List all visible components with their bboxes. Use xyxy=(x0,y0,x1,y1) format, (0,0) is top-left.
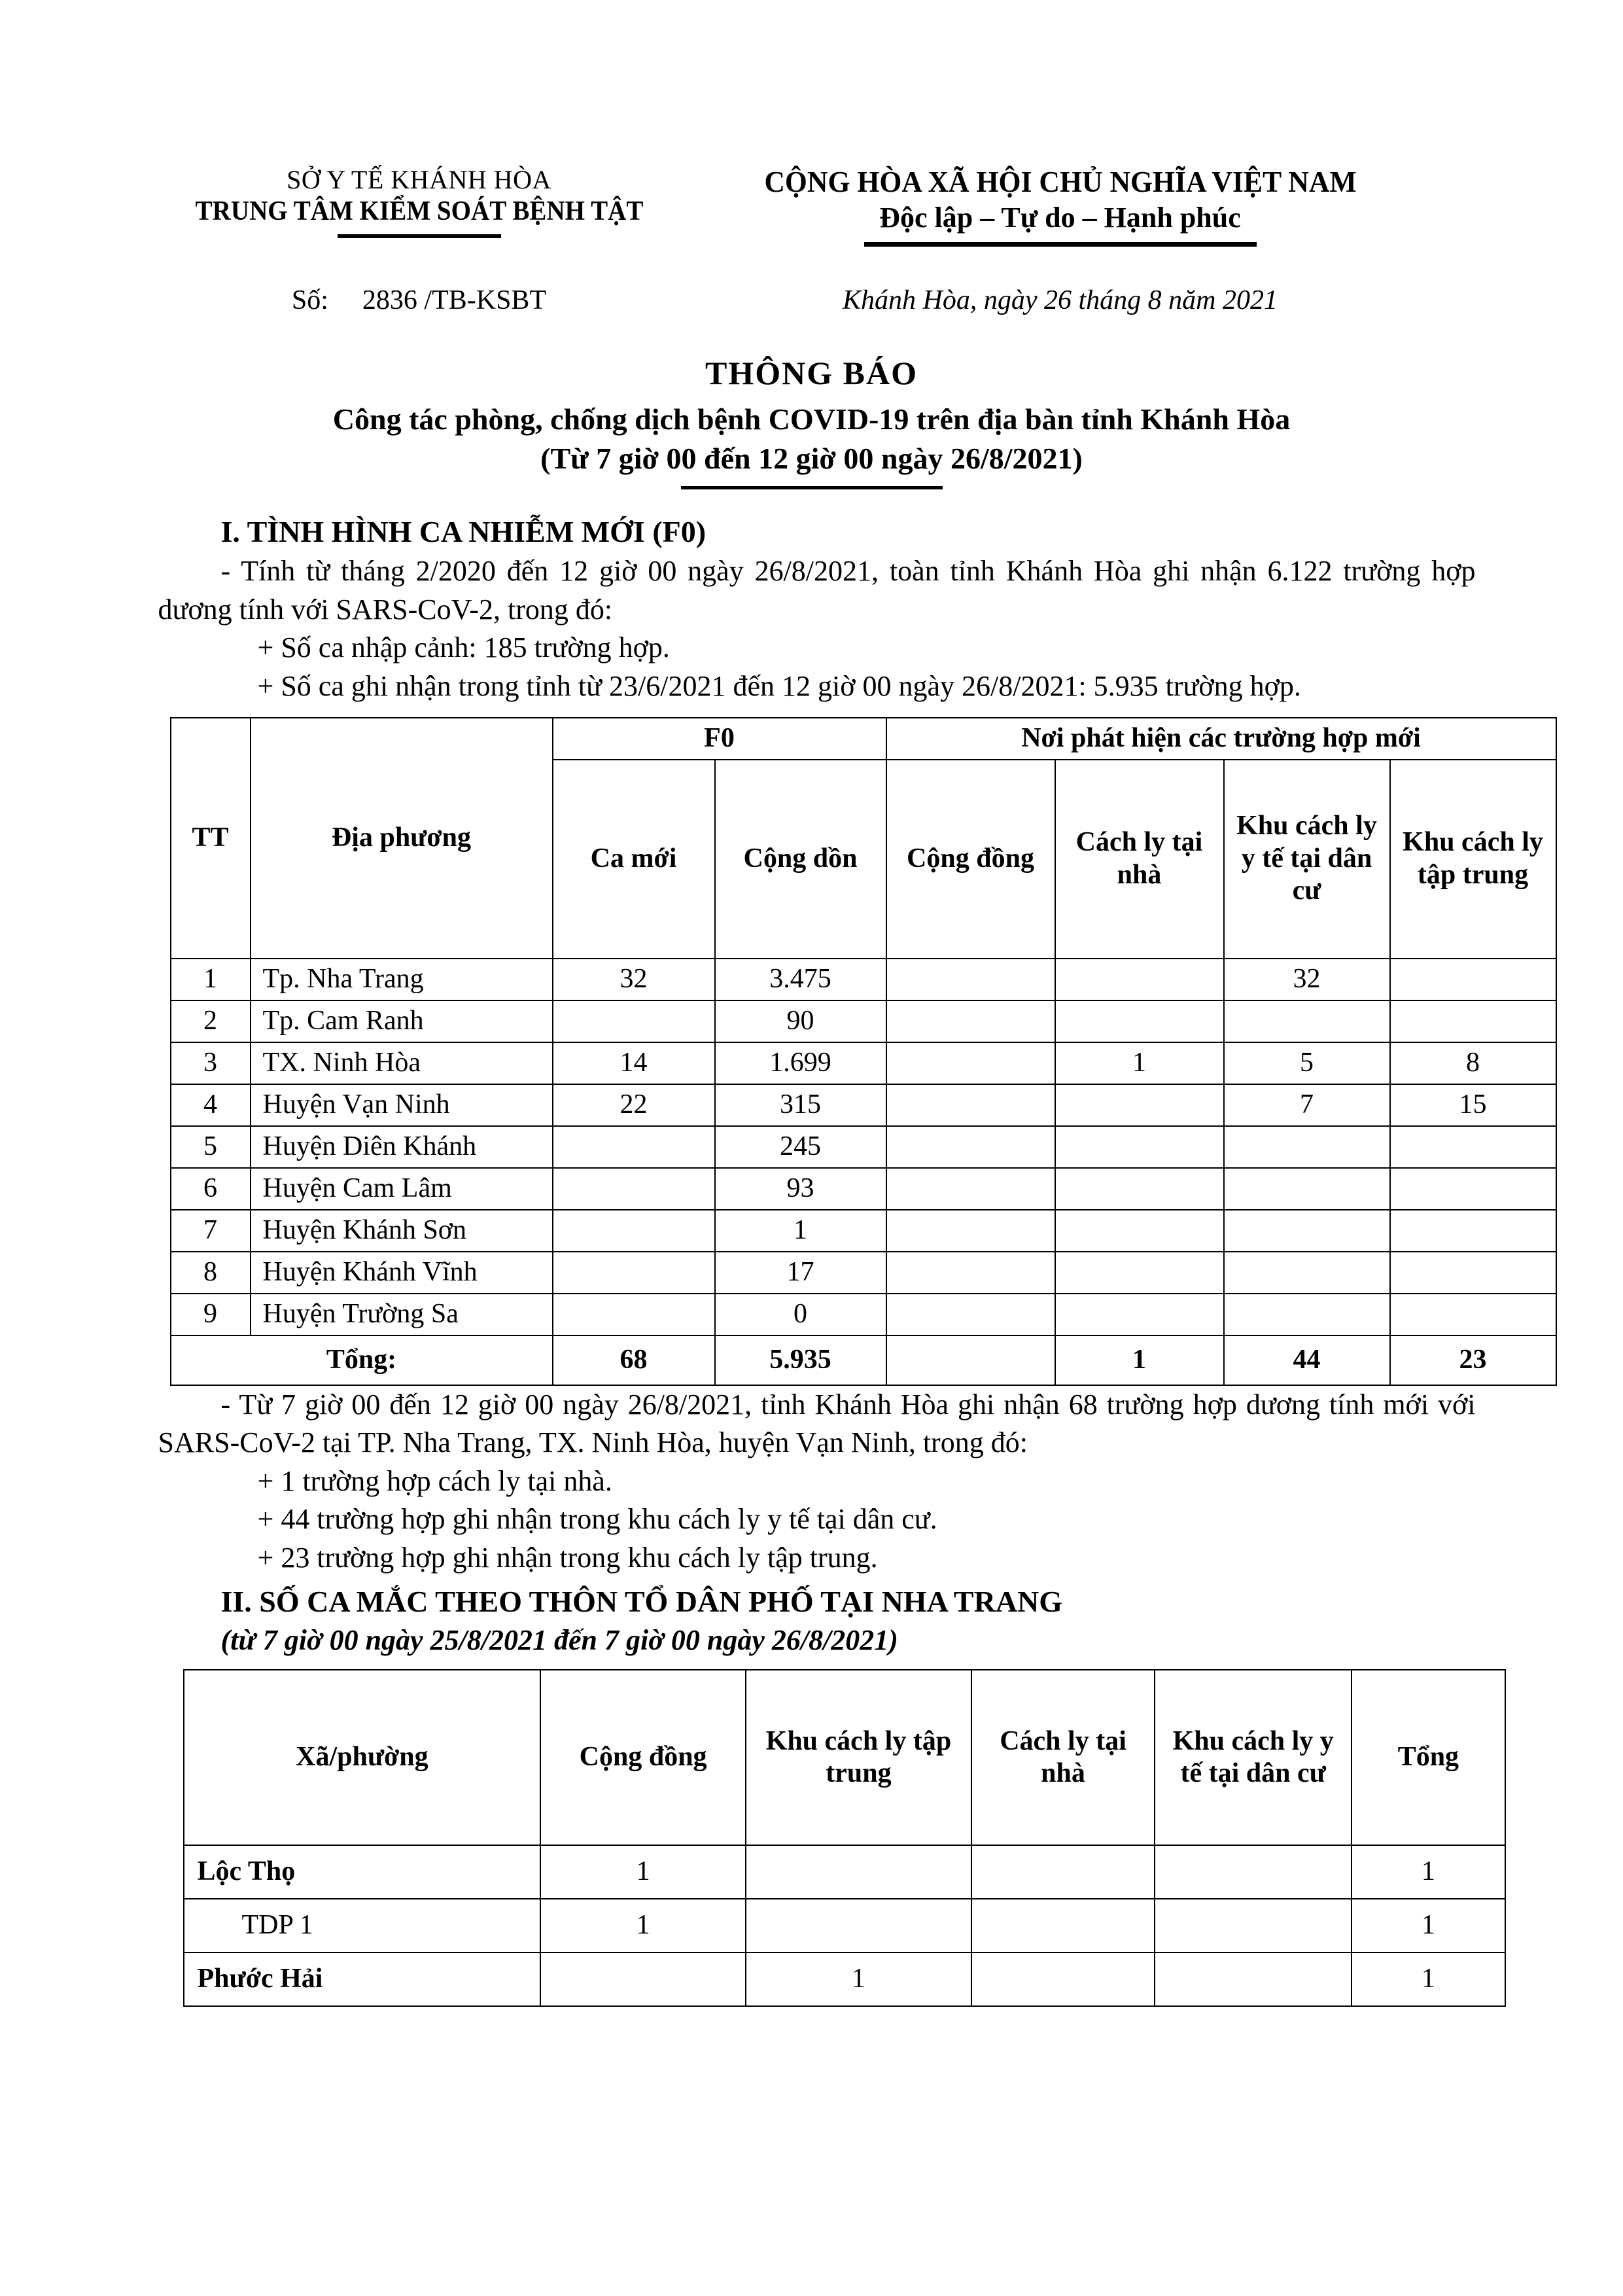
cell-place: Huyện Vạn Ninh xyxy=(251,1084,553,1126)
col-header-ward-home-quarantine: Cách ly tại nhà xyxy=(971,1670,1155,1845)
cell-home xyxy=(1055,959,1224,1000)
cell-ward-home xyxy=(971,1952,1155,2006)
cell-place: Huyện Trường Sa xyxy=(251,1294,553,1335)
cell-ward-total: 1 xyxy=(1352,1899,1505,1952)
cell-cumulative: 1.699 xyxy=(715,1042,886,1084)
ward-table-header-row xyxy=(184,1670,1505,1845)
table-header-row-top xyxy=(171,718,1556,760)
cell-community xyxy=(886,1000,1055,1042)
col-header-tt: TT xyxy=(171,718,251,959)
cell-new xyxy=(553,1294,715,1335)
cell-ward-community xyxy=(540,1952,746,2006)
cell-ward-central-zone xyxy=(746,1899,971,1952)
center-name: TRUNG TÂM KIỂM SOÁT BỆNH TẬT xyxy=(195,196,643,226)
cell-central-zone xyxy=(1390,1252,1556,1294)
cell-community xyxy=(886,1252,1055,1294)
letterhead xyxy=(171,0,1453,247)
cell-tt: 7 xyxy=(171,1210,251,1252)
page-title: THÔNG BÁO xyxy=(705,354,918,391)
table-row xyxy=(171,959,1556,1000)
cell-ward-name: Phước Hải xyxy=(184,1952,541,2006)
cell-ward-name: Lộc Thọ xyxy=(184,1845,541,1899)
ward-table-body xyxy=(184,1845,1505,2006)
place-and-date: Khánh Hòa, ngày 26 tháng 8 năm 2021 xyxy=(843,285,1278,315)
cell-ward-total: 1 xyxy=(1352,1845,1505,1899)
cell-total-medical-zone: 44 xyxy=(1224,1335,1390,1385)
cell-total-community xyxy=(886,1335,1055,1385)
cell-cumulative: 90 xyxy=(715,1000,886,1042)
col-header-new-cases: Ca mới xyxy=(553,760,715,959)
cell-ward-medical-zone xyxy=(1155,1899,1352,1952)
cell-medical-zone xyxy=(1224,1000,1390,1042)
col-header-ward-total: Tổng xyxy=(1352,1670,1505,1845)
col-header-home-quarantine: Cách ly tại nhà xyxy=(1055,760,1224,959)
col-header-place: Địa phương xyxy=(251,718,553,959)
cell-central-zone: 15 xyxy=(1390,1084,1556,1126)
ward-cases-table xyxy=(183,1669,1506,2007)
cell-central-zone xyxy=(1390,1126,1556,1168)
cell-new: 22 xyxy=(553,1084,715,1126)
cell-ward-home xyxy=(971,1845,1155,1899)
cell-tt: 8 xyxy=(171,1252,251,1294)
table-row xyxy=(171,1042,1556,1084)
cell-ward-home xyxy=(971,1899,1155,1952)
cell-ward-medical-zone xyxy=(1155,1952,1352,2006)
cell-medical-zone: 32 xyxy=(1224,959,1390,1000)
cell-ward-name: TDP 1 xyxy=(184,1899,541,1952)
table-row xyxy=(184,1845,1505,1899)
col-header-ward-medical-zone: Khu cách ly y tế tại dân cư xyxy=(1155,1670,1352,1845)
cell-ward-central-zone: 1 xyxy=(746,1952,971,2006)
cell-cumulative: 245 xyxy=(715,1126,886,1168)
table-row xyxy=(171,1168,1556,1210)
cell-central-zone xyxy=(1390,1294,1556,1335)
cell-home: 1 xyxy=(1055,1042,1224,1084)
cell-tt: 4 xyxy=(171,1084,251,1126)
col-header-medical-zone: Khu cách ly y tế tại dân cư xyxy=(1224,760,1390,959)
cell-tt: 1 xyxy=(171,959,251,1000)
table-total-row xyxy=(171,1335,1556,1385)
cell-central-zone: 8 xyxy=(1390,1042,1556,1084)
cell-place: Huyện Khánh Vĩnh xyxy=(251,1252,553,1294)
document-title-block xyxy=(0,353,1623,489)
cell-central-zone xyxy=(1390,1000,1556,1042)
cell-tt: 6 xyxy=(171,1168,251,1210)
cell-place: Huyện Diên Khánh xyxy=(251,1126,553,1168)
document-number xyxy=(171,285,668,316)
cell-home xyxy=(1055,1210,1224,1252)
cell-cumulative: 93 xyxy=(715,1168,886,1210)
table-row xyxy=(171,1084,1556,1126)
cell-place: Huyện Cam Lâm xyxy=(251,1168,553,1210)
cell-place: TX. Ninh Hòa xyxy=(251,1042,553,1084)
cell-ward-central-zone xyxy=(746,1845,971,1899)
document-meta-row xyxy=(171,247,1453,316)
col-header-ward: Xã/phường xyxy=(184,1670,541,1845)
department-name: SỞ Y TẾ KHÁNH HÒA xyxy=(287,165,551,194)
cell-place: Tp. Nha Trang xyxy=(251,959,553,1000)
cell-medical-zone xyxy=(1224,1126,1390,1168)
title-period: (Từ 7 giờ 00 đến 12 giờ 00 ngày 26/8/2021) xyxy=(540,442,1083,476)
cell-total-cumulative: 5.935 xyxy=(715,1335,886,1385)
section-1-heading: I. TÌNH HÌNH CA NHIỄM MỚI (F0) xyxy=(220,514,707,548)
cell-ward-medical-zone xyxy=(1155,1845,1352,1899)
title-subject: Công tác phòng, chống dịch bệnh COVID-19 trên địa bàn tỉnh Khánh Hòa xyxy=(332,402,1291,436)
cell-new xyxy=(553,1210,715,1252)
cell-tt: 9 xyxy=(171,1294,251,1335)
national-motto: Độc lập – Tự do – Hạnh phúc xyxy=(879,201,1241,234)
f0-table-body xyxy=(171,959,1556,1385)
cell-total-new: 68 xyxy=(553,1335,715,1385)
table-row xyxy=(184,1899,1505,1952)
letterhead-divider-left xyxy=(338,234,501,238)
cell-medical-zone xyxy=(1224,1294,1390,1335)
cell-ward-community: 1 xyxy=(540,1845,746,1899)
document-body xyxy=(148,512,1543,2007)
table-row xyxy=(171,1000,1556,1042)
cell-total-label: Tổng: xyxy=(171,1335,553,1385)
cell-place: Huyện Khánh Sơn xyxy=(251,1210,553,1252)
cell-home xyxy=(1055,1252,1224,1294)
cell-new xyxy=(553,1168,715,1210)
cell-new: 32 xyxy=(553,959,715,1000)
country-name: CỘNG HÒA XÃ HỘI CHỦ NGHĨA VIỆT NAM xyxy=(763,165,1357,198)
national-heading xyxy=(668,165,1453,247)
document-number-value: 2836 /TB-KSBT xyxy=(362,285,547,315)
cell-central-zone xyxy=(1390,1210,1556,1252)
cell-medical-zone: 5 xyxy=(1224,1042,1390,1084)
table-row xyxy=(171,1126,1556,1168)
cell-community xyxy=(886,1084,1055,1126)
cell-place: Tp. Cam Ranh xyxy=(251,1000,553,1042)
cell-cumulative: 0 xyxy=(715,1294,886,1335)
cell-new xyxy=(553,1252,715,1294)
col-header-community: Cộng đồng xyxy=(886,760,1055,959)
f0-cases-table xyxy=(170,717,1557,1386)
cell-medical-zone xyxy=(1224,1210,1390,1252)
cell-medical-zone xyxy=(1224,1168,1390,1210)
cell-medical-zone: 7 xyxy=(1224,1084,1390,1126)
cell-new xyxy=(553,1126,715,1168)
col-header-cumulative: Cộng dồn xyxy=(715,760,886,959)
cell-home xyxy=(1055,1294,1224,1335)
cell-total-home: 1 xyxy=(1055,1335,1224,1385)
col-group-header-detection: Nơi phát hiện các trường hợp mới xyxy=(886,718,1556,760)
section-1-after-table-paragraph: - Từ 7 giờ 00 đến 12 giờ 00 ngày 26/8/2021, tỉnh Khánh Hòa ghi nhận 68 trường hợp dương tính mới với SARS-CoV-2 tại TP. Nha Trang, TX. Ninh Hòa, huyện Vạn Ninh, trong đó: xyxy=(158,1388,1476,1459)
cell-central-zone xyxy=(1390,1168,1556,1210)
cell-home xyxy=(1055,1126,1224,1168)
cell-home xyxy=(1055,1084,1224,1126)
issuing-organization xyxy=(171,165,668,247)
cell-new xyxy=(553,1000,715,1042)
section-1-after-bullet-3: + 23 trường hợp ghi nhận trong khu cách ly tập trung. xyxy=(257,1541,878,1574)
cell-community xyxy=(886,1042,1055,1084)
cell-community xyxy=(886,959,1055,1000)
cell-community xyxy=(886,1126,1055,1168)
table-row xyxy=(171,1252,1556,1294)
cell-central-zone xyxy=(1390,959,1556,1000)
cell-cumulative: 3.475 xyxy=(715,959,886,1000)
col-header-ward-community: Cộng đồng xyxy=(540,1670,746,1845)
cell-ward-total: 1 xyxy=(1352,1952,1505,2006)
cell-community xyxy=(886,1294,1055,1335)
cell-community xyxy=(886,1168,1055,1210)
cell-total-central-zone: 23 xyxy=(1390,1335,1556,1385)
table-row xyxy=(171,1210,1556,1252)
section-2-heading: II. SỐ CA MẮC THEO THÔN TỔ DÂN PHỐ TẠI NHA TRANG xyxy=(220,1585,1063,1619)
cell-community xyxy=(886,1210,1055,1252)
cell-cumulative: 17 xyxy=(715,1252,886,1294)
document-number-label: Số: xyxy=(291,285,328,315)
section-1-after-bullet-2: + 44 trường hợp ghi nhận trong khu cách ly y tế tại dân cư. xyxy=(257,1503,937,1536)
cell-tt: 3 xyxy=(171,1042,251,1084)
table-row xyxy=(171,1294,1556,1335)
section-1-after-bullet-1: + 1 trường hợp cách ly tại nhà. xyxy=(257,1464,612,1497)
cell-tt: 5 xyxy=(171,1126,251,1168)
cell-home xyxy=(1055,1000,1224,1042)
col-group-header-f0: F0 xyxy=(553,718,886,760)
title-divider xyxy=(681,486,943,489)
cell-medical-zone xyxy=(1224,1252,1390,1294)
col-header-central-zone: Khu cách ly tập trung xyxy=(1390,760,1556,959)
table-row xyxy=(184,1952,1505,2006)
cell-new: 14 xyxy=(553,1042,715,1084)
section-2-subheading: (từ 7 giờ 00 ngày 25/8/2021 đến 7 giờ 00 ngày 26/8/2021) xyxy=(220,1624,898,1657)
col-header-ward-central-zone: Khu cách ly tập trung xyxy=(746,1670,971,1845)
cell-home xyxy=(1055,1168,1224,1210)
section-1-paragraph-1: - Tính từ tháng 2/2020 đến 12 giờ 00 ngày 26/8/2021, toàn tỉnh Khánh Hòa ghi nhận 6.122 trường hợp dương tính với SARS-CoV-2, trong đó: xyxy=(158,555,1476,626)
section-1-bullet-1: + Số ca nhập cảnh: 185 trường hợp. xyxy=(257,631,670,664)
cell-tt: 2 xyxy=(171,1000,251,1042)
cell-cumulative: 315 xyxy=(715,1084,886,1126)
section-1-bullet-2: + Số ca ghi nhận trong tỉnh từ 23/6/2021 đến 12 giờ 00 ngày 26/8/2021: 5.935 trường hợp. xyxy=(257,669,1301,702)
cell-cumulative: 1 xyxy=(715,1210,886,1252)
letterhead-divider-right xyxy=(864,242,1257,247)
cell-ward-community: 1 xyxy=(540,1899,746,1952)
